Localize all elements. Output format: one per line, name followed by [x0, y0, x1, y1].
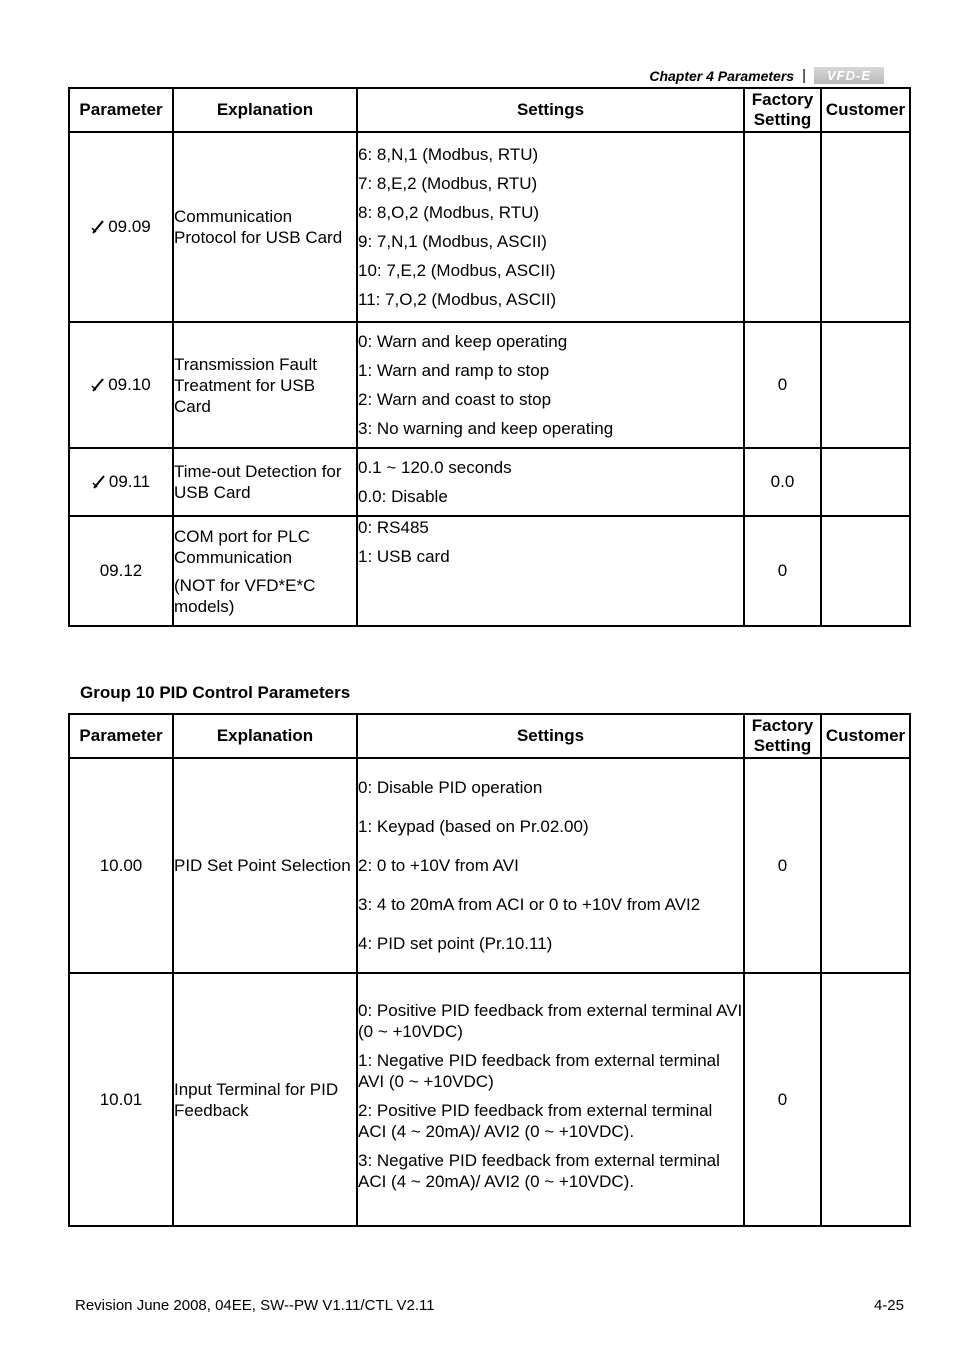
param-cell: [69, 973, 173, 1226]
revision-text: Revision June 2008, 04EE, SW--PW V1.11/CTL V2.11: [75, 1297, 435, 1314]
setting-option: 1: Keypad (based on Pr.02.00): [358, 817, 589, 836]
param-cell: [69, 322, 173, 448]
col-header-settings: Settings: [357, 714, 744, 758]
col-header-parameter: Parameter: [69, 714, 173, 758]
setting-option: 3: 4 to 20mA from ACI or 0 to +10V from AVI2: [358, 895, 701, 914]
setting-option: 2: Positive PID feedback from external terminal ACI (4 ~ 20mA)/ AVI2 (0 ~ +10VDC).: [358, 1100, 713, 1141]
settings-cell: [357, 322, 744, 448]
page-number: 4-25: [873, 1297, 904, 1314]
col-header-settings: Settings: [357, 88, 744, 132]
customer-cell: [821, 973, 910, 1226]
setting-option: 3: No warning and keep operating: [358, 419, 614, 438]
table-row: [69, 132, 910, 322]
param-cell: [69, 758, 173, 973]
header-separator: |: [802, 67, 806, 84]
table-row: [69, 448, 910, 516]
page-footer: [75, 1297, 904, 1314]
setting-option: 0: Positive PID feedback from external terminal AVI (0 ~ +10VDC): [358, 1000, 743, 1041]
explanation-cell: [173, 132, 357, 322]
setting-option: 0: RS485: [358, 518, 429, 537]
pencil-icon: [91, 220, 105, 234]
param-code: 10.00: [99, 855, 143, 875]
table-row: [69, 516, 910, 626]
table-header-row: [69, 88, 910, 132]
settings-cell: [357, 758, 744, 973]
settings-cell: [357, 516, 744, 626]
param-code: 09.11: [108, 472, 151, 491]
setting-option: 0.1 ~ 120.0 seconds: [358, 458, 512, 477]
setting-option: 1: USB card: [358, 547, 450, 566]
setting-option: 10: 7,E,2 (Modbus, ASCII): [358, 261, 556, 280]
factory-setting-cell: 0: [744, 973, 821, 1226]
settings-cell: [357, 448, 744, 516]
explanation-text: COM port for PLC Communication: [174, 526, 311, 567]
customer-cell: [821, 132, 910, 322]
col-header-factory: Factory Setting: [744, 88, 821, 132]
customer-cell: [821, 448, 910, 516]
customer-cell: [821, 516, 910, 626]
param-code: 09.10: [108, 375, 151, 394]
table-header-row: [69, 714, 910, 758]
pencil-icon: [91, 378, 105, 392]
setting-option: 8: 8,O,2 (Modbus, RTU): [358, 203, 540, 222]
setting-option: 7: 8,E,2 (Modbus, RTU): [358, 174, 538, 193]
factory-setting-cell: [744, 132, 821, 322]
param-cell: [69, 516, 173, 626]
col-header-explanation: Explanation: [173, 714, 357, 758]
explanation-cell: [173, 758, 357, 973]
setting-option: 0.0: Disable: [358, 487, 448, 506]
setting-option: 2: 0 to +10V from AVI: [358, 856, 519, 875]
explanation-text: PID Set Point Selection: [174, 856, 351, 875]
setting-option: 3: Negative PID feedback from external terminal ACI (4 ~ 20mA)/ AVI2 (0 ~ +10VDC).: [358, 1150, 720, 1191]
customer-cell: [821, 758, 910, 973]
setting-option: 4: PID set point (Pr.10.11): [358, 934, 553, 953]
explanation-text: Transmission Fault Treatment for USB Card: [174, 354, 317, 416]
param-code: 09.09: [108, 217, 151, 236]
setting-option: 6: 8,N,1 (Modbus, RTU): [358, 145, 539, 164]
setting-option: 9: 7,N,1 (Modbus, ASCII): [358, 232, 547, 251]
customer-cell: [821, 322, 910, 448]
chapter-title: Chapter 4 Parameters: [649, 67, 795, 84]
col-header-customer: Customer: [821, 88, 910, 132]
factory-setting-cell: 0: [744, 758, 821, 973]
table-row: [69, 973, 910, 1226]
table-row: [69, 758, 910, 973]
setting-option: 11: 7,O,2 (Modbus, ASCII): [358, 290, 557, 309]
col-header-customer: Customer: [821, 714, 910, 758]
pencil-icon: [92, 475, 106, 489]
param-cell: [69, 132, 173, 322]
setting-option: 0: Disable PID operation: [358, 778, 543, 797]
settings-cell: [357, 132, 744, 322]
col-header-parameter: Parameter: [69, 88, 173, 132]
explanation-cell: [173, 516, 357, 626]
explanation-cell: [173, 448, 357, 516]
explanation-text: (NOT for VFD*E*C models): [174, 575, 316, 616]
parameter-table-group9: [68, 87, 911, 627]
setting-option: 1: Warn and ramp to stop: [358, 361, 550, 380]
explanation-text: Time-out Detection for USB Card: [174, 462, 342, 502]
explanation-text: Communication Protocol for USB Card: [174, 207, 343, 247]
section-title: Group 10 PID Control Parameters: [80, 683, 351, 702]
factory-setting-cell: 0.0: [744, 448, 821, 516]
explanation-cell: [173, 973, 357, 1226]
factory-setting-cell: 0: [744, 516, 821, 626]
page-header: [649, 67, 884, 84]
settings-cell: [357, 973, 744, 1226]
param-cell: [69, 448, 173, 516]
table-row: [69, 322, 910, 448]
vfd-e-logo: VFD-E: [814, 67, 884, 84]
setting-option: 2: Warn and coast to stop: [358, 390, 552, 409]
explanation-text: Input Terminal for PID Feedback: [174, 1079, 339, 1120]
explanation-cell: [173, 322, 357, 448]
col-header-factory: Factory Setting: [744, 714, 821, 758]
setting-option: 0: Warn and keep operating: [358, 332, 568, 351]
col-header-explanation: Explanation: [173, 88, 357, 132]
setting-option: 1: Negative PID feedback from external terminal AVI (0 ~ +10VDC): [358, 1050, 720, 1091]
parameter-table-group10: [68, 713, 911, 1227]
param-code: 09.12: [99, 561, 143, 580]
param-code: 10.01: [99, 1089, 143, 1109]
factory-setting-cell: 0: [744, 322, 821, 448]
